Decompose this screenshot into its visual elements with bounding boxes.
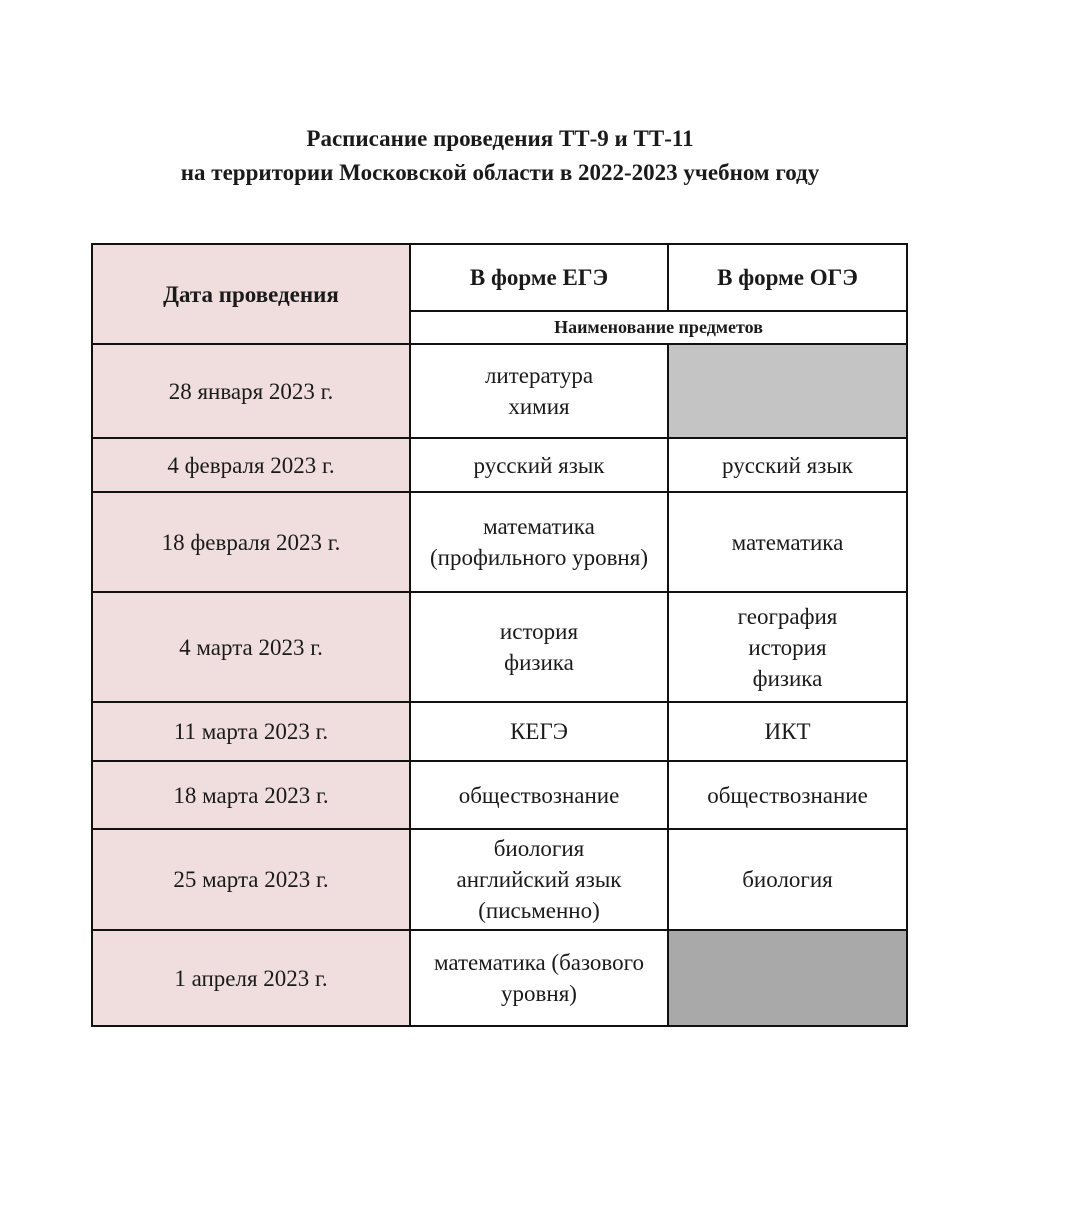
- subject-line: обществознание: [707, 782, 868, 808]
- date-cell: 28 января 2023 г.: [92, 344, 410, 438]
- table-row: [92, 492, 907, 592]
- document-title: [0, 122, 1000, 190]
- empty-oge-cell: [668, 344, 907, 438]
- ege-subjects-cell: [410, 829, 668, 930]
- oge-subjects-cell: [668, 438, 907, 492]
- table-row: [92, 761, 907, 829]
- title-line-2: на территории Московской области в 2022-2023 учебном году: [180, 160, 820, 185]
- subject-line: география: [737, 603, 838, 629]
- empty-oge-cell: [668, 930, 907, 1026]
- ege-subjects-cell: [410, 344, 668, 438]
- oge-subjects-cell: [668, 829, 907, 930]
- header-subjects: Наименование предметов: [410, 311, 907, 344]
- subject-line: история: [748, 634, 827, 660]
- subject-line: химия: [508, 394, 570, 419]
- date-cell: 4 февраля 2023 г.: [92, 438, 410, 492]
- subject-line: английский язык: [456, 867, 622, 892]
- table-row: [92, 592, 907, 702]
- oge-subjects-cell: [668, 761, 907, 829]
- title-line-1: Расписание проведения ТТ-9 и ТТ-11: [306, 126, 694, 151]
- subject-line: физика: [504, 650, 574, 675]
- date-cell: 18 марта 2023 г.: [92, 761, 410, 829]
- subject-line: математика: [483, 514, 595, 539]
- ege-subjects-cell: [410, 702, 668, 761]
- table-row: [92, 829, 907, 930]
- subject-line: история: [499, 619, 579, 644]
- schedule-table: [91, 243, 908, 1027]
- date-cell: 11 марта 2023 г.: [92, 702, 410, 761]
- date-cell: 1 апреля 2023 г.: [92, 930, 410, 1026]
- subject-line: математика (базового: [433, 950, 644, 975]
- oge-subjects-cell: [668, 592, 907, 702]
- table-row: [92, 702, 907, 761]
- subject-line: биология: [742, 867, 833, 892]
- subject-line: русский язык: [722, 452, 853, 478]
- oge-subjects-cell: [668, 492, 907, 592]
- subject-line: физика: [752, 665, 823, 691]
- subject-line: литература: [484, 363, 594, 388]
- header-row: [92, 244, 907, 311]
- subject-line: уровня): [501, 981, 577, 1006]
- header-date: Дата проведения: [92, 244, 410, 344]
- ege-subjects-cell: [410, 930, 668, 1026]
- date-cell: 18 февраля 2023 г.: [92, 492, 410, 592]
- subject-line: (письменно): [478, 898, 600, 923]
- subject-line: математика: [731, 529, 844, 555]
- header-oge: В форме ОГЭ: [668, 244, 907, 311]
- ege-subjects-cell: [410, 592, 668, 702]
- header-ege: В форме ЕГЭ: [410, 244, 668, 311]
- subject-line: КЕГЭ: [510, 719, 568, 744]
- ege-subjects-cell: [410, 438, 668, 492]
- date-cell: 4 марта 2023 г.: [92, 592, 410, 702]
- subject-line: обществознание: [458, 782, 620, 808]
- table-row: [92, 438, 907, 492]
- table-row: [92, 344, 907, 438]
- ege-subjects-cell: [410, 761, 668, 829]
- oge-subjects-cell: [668, 702, 907, 761]
- subject-line: (профильного уровня): [430, 545, 648, 570]
- ege-subjects-cell: [410, 492, 668, 592]
- date-cell: 25 марта 2023 г.: [92, 829, 410, 930]
- subject-line: биология: [493, 836, 585, 861]
- table-row: [92, 930, 907, 1026]
- subject-line: русский язык: [473, 452, 605, 478]
- subject-line: ИКТ: [764, 719, 811, 744]
